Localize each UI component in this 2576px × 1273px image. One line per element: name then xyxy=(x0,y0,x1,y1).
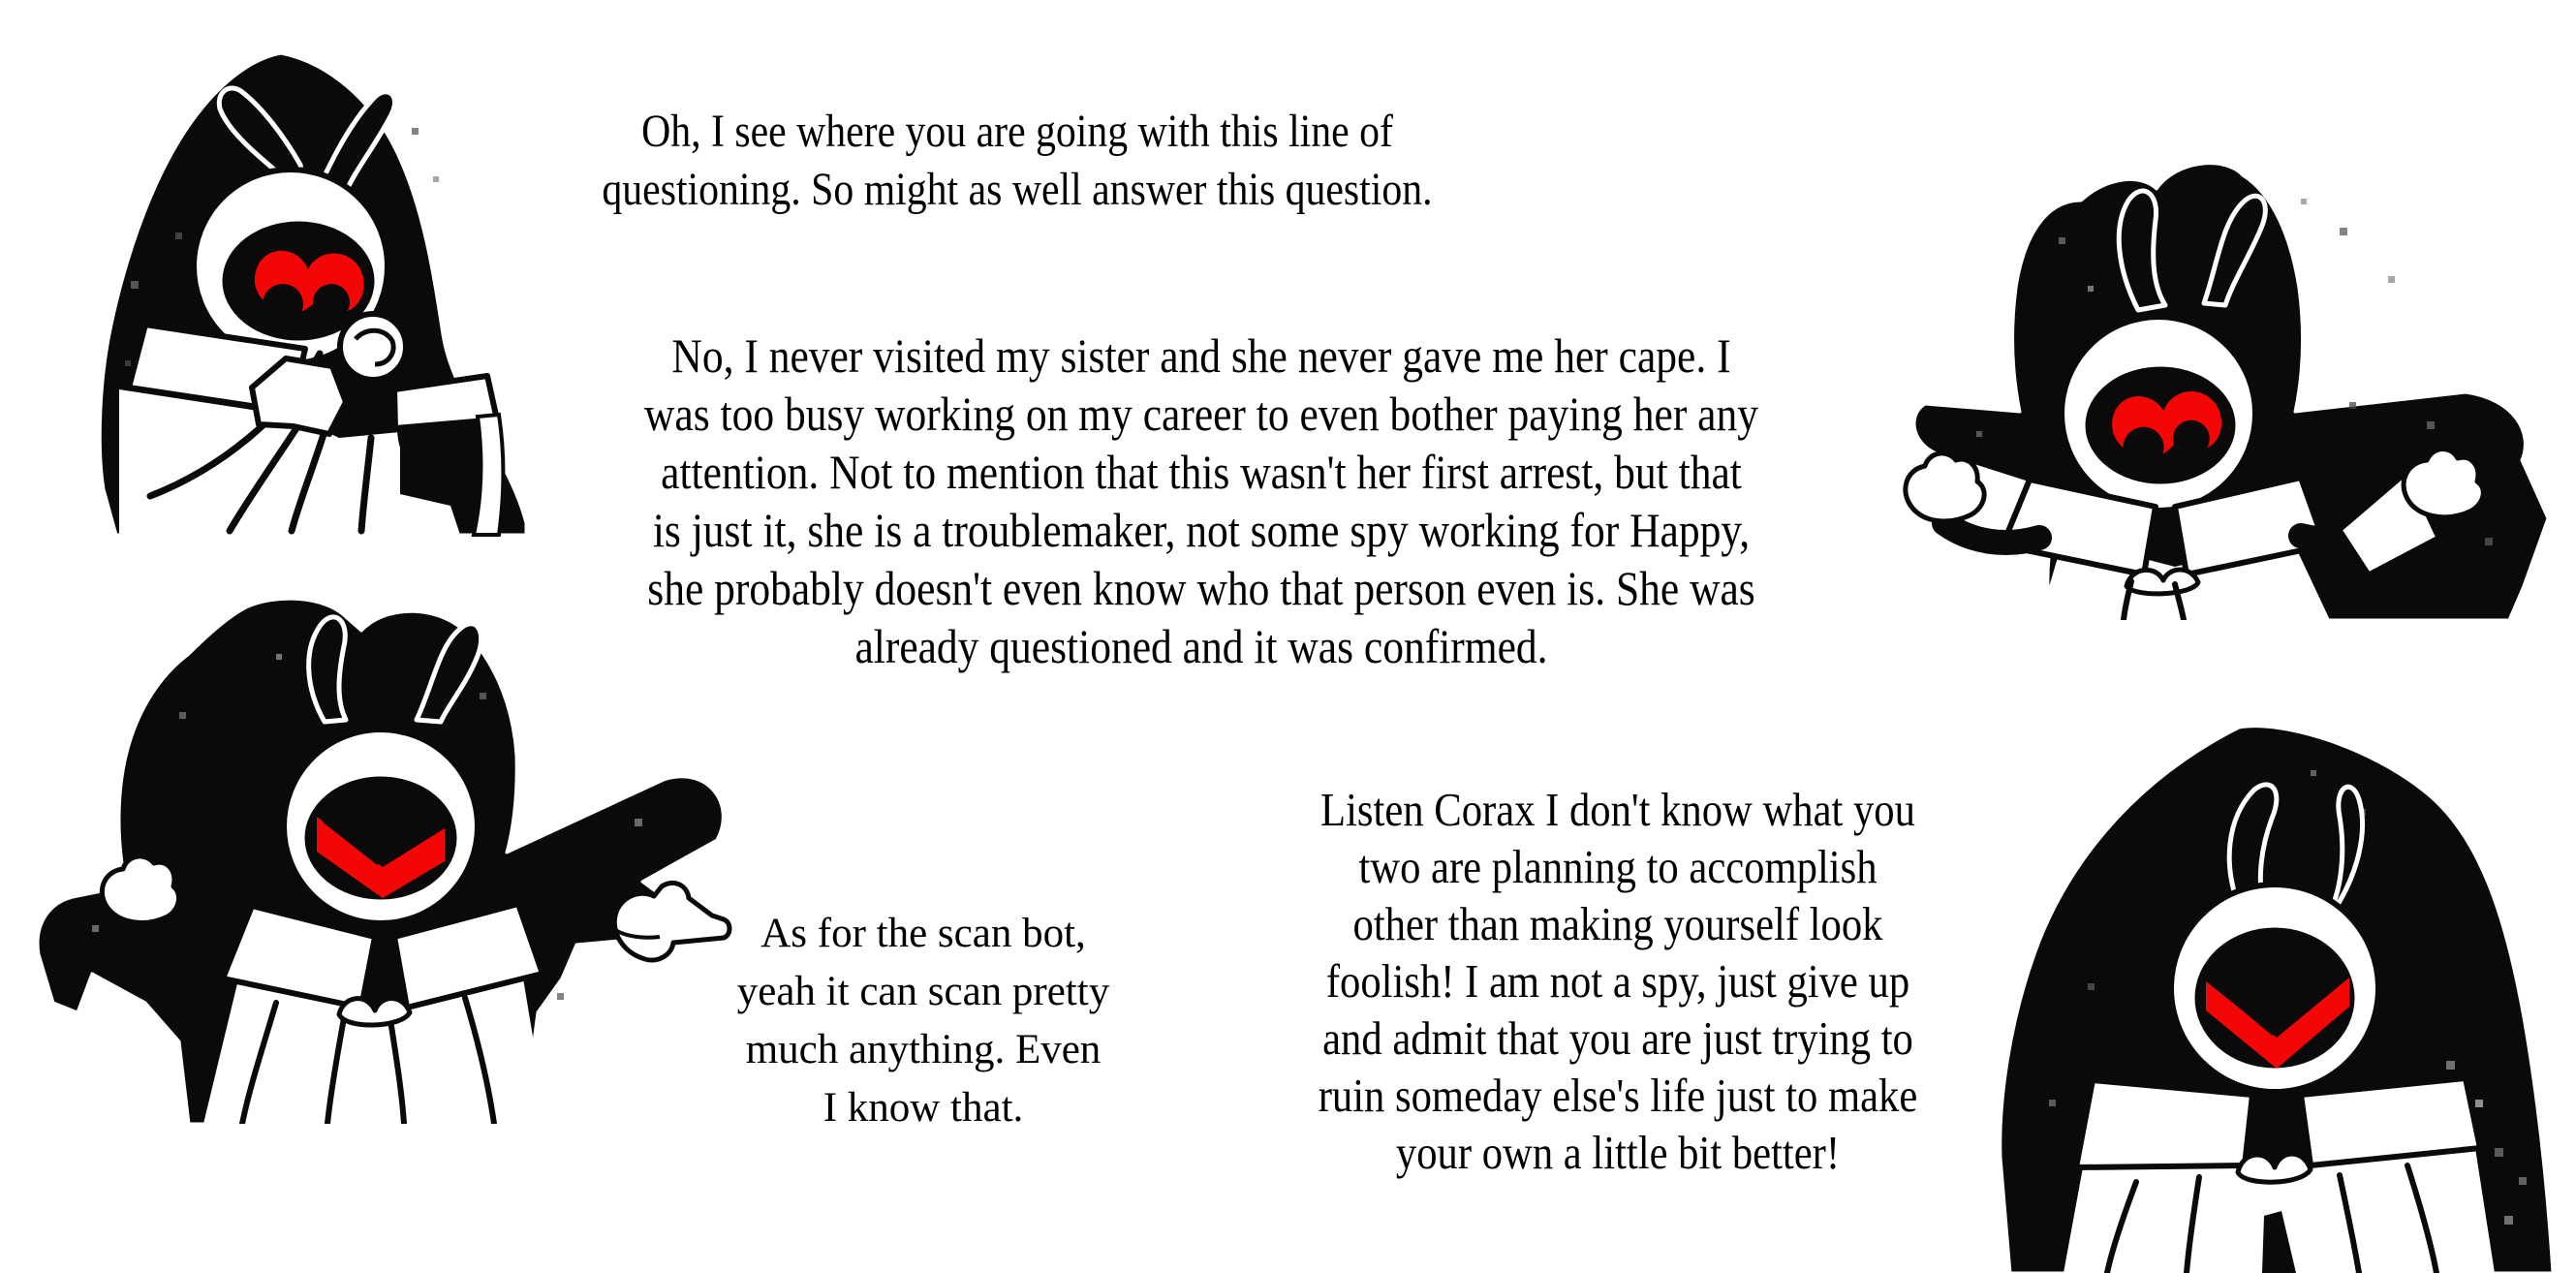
dialogue-line: As for the scan bot, xyxy=(760,911,1086,956)
character-top-right xyxy=(1884,111,2572,620)
collar-right-wing xyxy=(2301,1078,2480,1165)
speech-listen-corax xyxy=(1306,781,1930,1181)
speech-sister-denial xyxy=(611,326,1791,675)
dialogue-line: foolish! I am not a spy, just give up xyxy=(1325,954,1910,1008)
character-top-right-illustration xyxy=(1884,111,2572,620)
character-bottom-right xyxy=(1991,693,2562,1273)
dialogue-line: your own a little bit better! xyxy=(1395,1126,1841,1179)
character-bottom-left xyxy=(34,596,770,1124)
raised-hand xyxy=(340,314,406,380)
character-bottom-right-illustration xyxy=(1991,693,2562,1273)
dialogue-line: is just it, she is a troublemaker, not some spy working for Happy, xyxy=(652,503,1751,557)
left-hand xyxy=(102,856,178,923)
dialogue-line: yeah it can scan pretty xyxy=(736,969,1110,1014)
character-bottom-left-illustration xyxy=(34,596,770,1124)
dialogue-line: already questioned and it was confirmed. xyxy=(854,619,1548,673)
dialogue-line: she probably doesn't even know who that person even is. She was xyxy=(647,561,1755,615)
left-horn xyxy=(309,617,346,722)
dialogue-line: attention. Not to mention that this wasn't her first arrest, but that xyxy=(661,445,1742,499)
dialogue-line: much anything. Even xyxy=(745,1027,1102,1072)
character-top-left-illustration xyxy=(92,39,533,543)
dialogue-line: was too busy working on my career to even bother paying her any xyxy=(643,387,1759,441)
dialogue-line: Oh, I see where you are going with this line of xyxy=(641,106,1393,157)
speech-scan-bot xyxy=(681,905,1165,1137)
dialogue-line: and admit that you are just trying to xyxy=(1322,1011,1913,1065)
character-top-left xyxy=(92,39,533,543)
dialogue-line: Listen Corax I don't know what you xyxy=(1320,783,1915,836)
dialogue-line: other than making yourself look xyxy=(1352,897,1883,950)
collar-left-wing xyxy=(2076,1080,2252,1167)
left-hand xyxy=(1906,453,1984,521)
dialogue-line: I know that. xyxy=(822,1085,1024,1131)
dialogue-line: ruin someday else's life just to make xyxy=(1318,1069,1918,1122)
speech-answer-intro xyxy=(554,103,1481,219)
dialogue-line: questioning. So might as well answer this question. xyxy=(602,164,1433,215)
dialogue-line: No, I never visited my sister and she never gave me her cape. I xyxy=(671,328,1731,383)
dialogue-line: two are planning to accomplish xyxy=(1358,840,1878,893)
